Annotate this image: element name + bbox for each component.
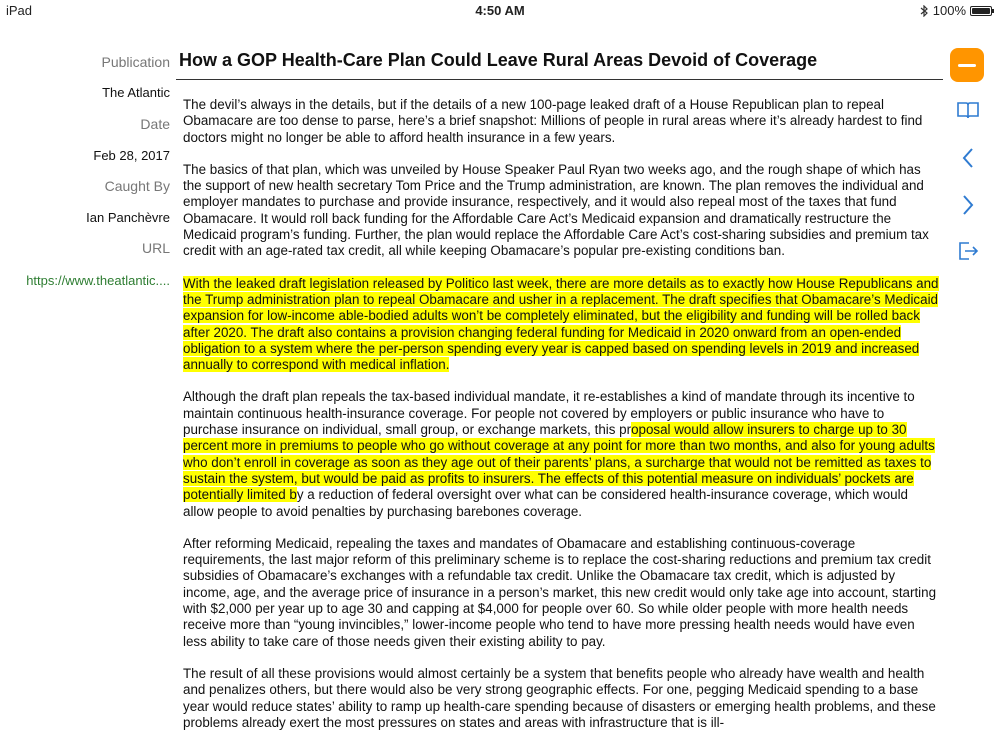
status-right: [920, 3, 992, 18]
collapse-button[interactable]: [950, 48, 984, 82]
paragraph: After reforming Medicaid, repealing the taxes and mandates of Obamacare and establishing continuous-coverage requirements, the last major reform of this preliminary scheme is to replace the cost-sharing reductions and premium tax credit subsidies of Obamacare’s exchanges with a refundable tax credit. Unlike the Obamacare tax credit, which is adjusted by income, age, and the average price of insurance in a person’s market, this new credit would only take age into account, starting with $2,000 per year up to age 30 and capping at $4,000 for people over 60. So while older people with more health needs receive more than “young invincibles,” lower-income people who tend to have more pressing health needs would have even less ability to take care of those needs given their existing ability to pay.: [183, 535, 937, 649]
battery-percent: 100%: [932, 3, 966, 18]
paragraph: The devil’s always in the details, but if the details of a new 100-page leaked draft of a House Republican plan to repeal Obamacare are too dense to parse, here’s a brief snapshot: Millions of people in rural areas where it’s already hardest to find doctors might no longer be able to afford health insurance in a few years.: [183, 97, 923, 145]
paragraph-text: y a reduction of federal oversight over what can be considered health-insurance coverage, which would allow people to avoid penalties by purchasing barebones coverage.: [183, 487, 909, 519]
article-title: How a GOP Health-Care Plan Could Leave Rural Areas Devoid of Coverage: [179, 50, 818, 70]
forward-chevron-icon: [961, 194, 975, 216]
paragraph-highlighted: [183, 276, 940, 374]
highlight[interactable]: With the leaked draft legislation released by Politico last week, there are more details as to exactly how House Republicans and the Trump administration plan to repeal Obamacare and usher in a replacement. The draft specifies that Obamacare’s Medicaid expansion for low-income able-bodied adults won’t be completely eliminated, but the eligibility and funding will be rolled back after 2020. The draft also contains a provision changing federal funding for Medicaid in 2020 onward from an open-ended obligation to a system where the per-person spending every year is capped based on spending levels in 2019 and increased annually to correspond with medical inflation.: [183, 275, 939, 373]
next-button[interactable]: [950, 188, 986, 222]
share-icon: [957, 240, 979, 262]
book-icon: [956, 100, 980, 120]
url-link[interactable]: https://www.theatlantic....: [26, 273, 170, 288]
date-label: Date: [140, 116, 170, 132]
minus-icon: [958, 64, 976, 67]
publication-value: The Atlantic: [102, 85, 170, 100]
status-time: 4:50 AM: [475, 3, 525, 18]
title-divider: [176, 79, 943, 80]
device-name: iPad: [6, 3, 33, 18]
share-button[interactable]: [950, 234, 986, 268]
caught-by-label: Caught By: [104, 178, 170, 194]
bluetooth-icon: [920, 5, 929, 17]
back-chevron-icon: [961, 147, 975, 169]
caught-by-value: Ian Panchèvre: [86, 210, 170, 225]
date-value: Feb 28, 2017: [93, 148, 170, 163]
previous-button[interactable]: [950, 141, 986, 175]
battery-icon: [970, 6, 992, 16]
url-label: URL: [141, 240, 170, 256]
publication-label: Publication: [101, 54, 170, 70]
paragraph: [183, 389, 940, 519]
highlight[interactable]: oposal would allow insurers to charge up to 30 percent more in premiums to people who go without coverage at any point for more than two months, and also for young adults who don’t enroll in coverage as soon as they age out of their parents’ plans, a surcharge that would not be remitted as taxes to sustain the system, but would be paid as profits to insurers. The effects of this potential measure on individuals’ pockets are potentially limited b: [183, 422, 935, 503]
status-bar: [0, 0, 1000, 20]
paragraph-text: Although the draft plan repeals the tax-based individual mandate, it re-establishes a kind of mandate through its incentive to maintain continuous health-insurance coverage. For people not covered by employers or public insurance who have to purchase insurance on individual, small group, or exchange markets, this pr: [183, 389, 915, 438]
paragraph: The result of all these provisions would almost certainly be a system that benefits people who already have wealth and health and penalizes others, but there would also be very strong geographic effects. For one, pegging Medicaid spending to a base year would reduce states’ ability to ramp up health-care spending because of disasters or emerging health problems, and these problems already exert the most pressures on states and areas with infrastructure that is ill-: [183, 665, 936, 730]
paragraph: The basics of that plan, which was unveiled by House Speaker Paul Ryan two weeks ago, and the rough shape of which has the support of new health secretary Tom Price and the Trump administration, are known. The plan removes the individual and employer mandates to purchase and provide insurance, respectively, and it would also repeal most of the taxes that fund Obamacare. It would roll back funding for the Affordable Care Act’s Medicaid expansion and dramatically restructure the Medicaid program’s funding. Further, the plan would replace the Affordable Care Act’s cost-sharing subsidies and premium tax credit with an age-rated tax credit, all while keeping Obamacare’s popular pre-existing conditions ban.: [183, 161, 929, 259]
article-body: [183, 97, 940, 742]
reader-button[interactable]: [950, 93, 986, 127]
